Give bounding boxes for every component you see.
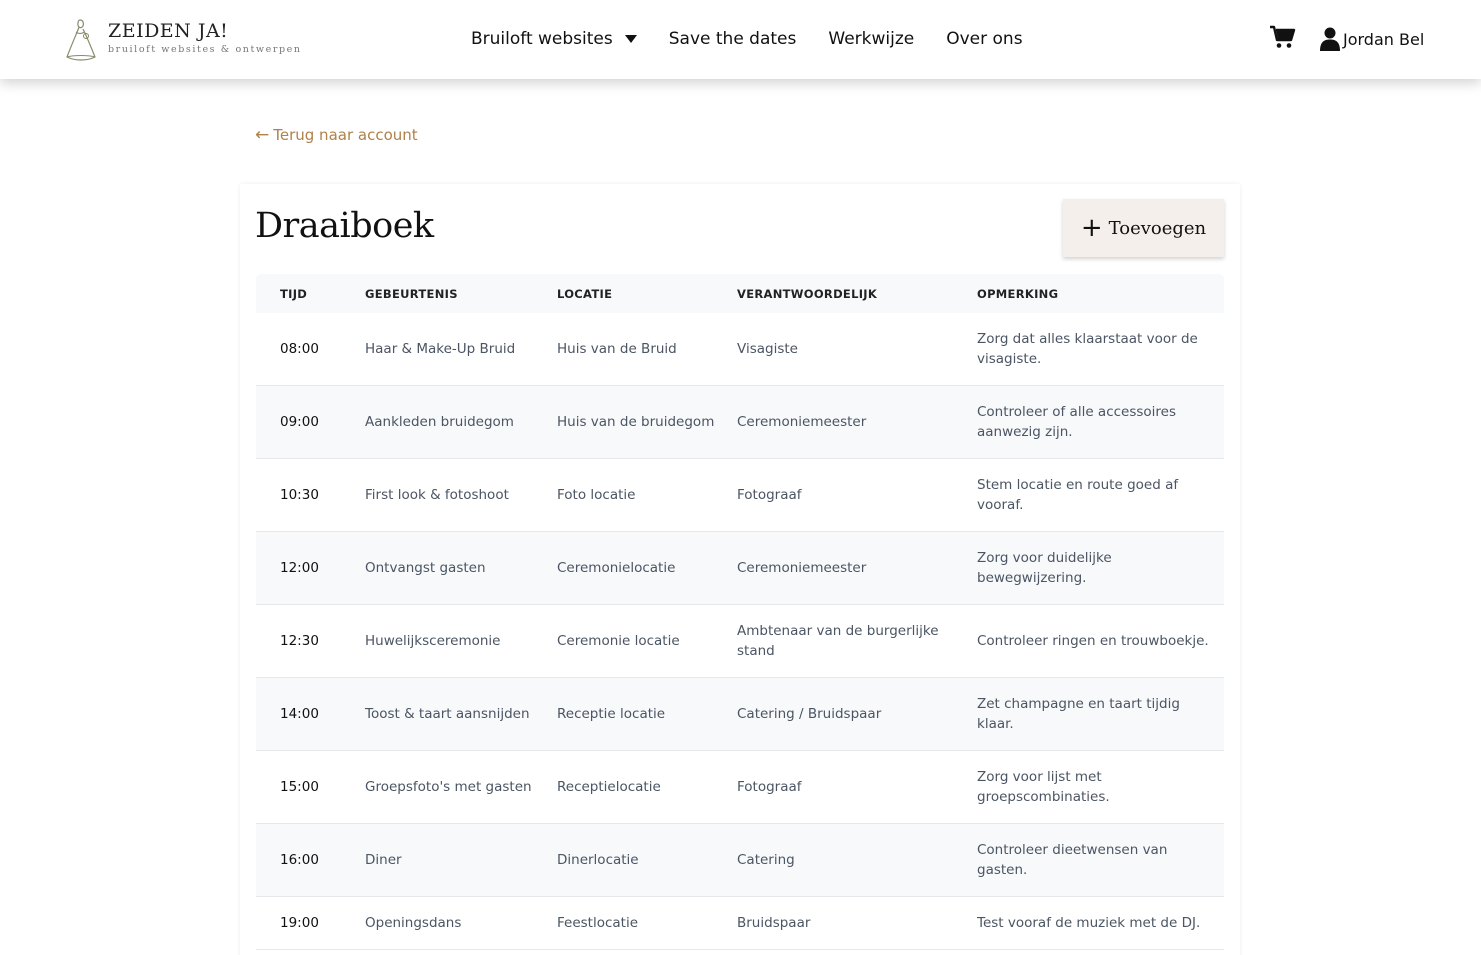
cell-event: Aankleden bruidegom [365,414,514,430]
nav-werkwijze[interactable] [828,29,914,49]
cell-remark: Zorg voor duidelijke bewegwijzering. [977,550,1112,586]
cell-remark: Stem locatie en route goed af vooraf. [977,477,1179,513]
cell-responsible: Fotograaf [737,779,802,795]
user-menu[interactable] [1320,27,1424,51]
add-button-label: Toevoegen [1108,217,1207,239]
table-header [256,274,1224,313]
cell-responsible: Ceremoniemeester [737,560,867,576]
cell-event: Diner [365,852,402,868]
nav-label: Werkwijze [828,29,915,49]
cell-event: Huwelijksceremonie [365,633,501,649]
cell-location: Ceremonie locatie [557,633,680,649]
add-button[interactable] [1063,199,1224,257]
nav-bruiloft-websites[interactable] [471,29,637,49]
site-header [0,0,1481,79]
cell-responsible: Ceremoniemeester [737,414,867,430]
cell-remark: Controleer dieetwensen van gasten. [977,842,1168,878]
user-icon [1320,27,1340,51]
cell-time: 08:00 [280,341,319,357]
page-title: Draaiboek [255,206,434,246]
cell-remark: Controleer of alle accessoires aanwezig zijn. [977,404,1177,440]
cell-remark: Controleer ringen en trouwboekje. [977,633,1209,649]
nav-over-ons[interactable] [946,29,1022,49]
cell-responsible: Catering [737,852,795,868]
cell-location: Dinerlocatie [557,852,639,868]
cell-remark: Test vooraf de muziek met de DJ. [977,915,1201,931]
table-row[interactable] [256,313,1224,386]
cell-event: Haar & Make-Up Bruid [365,341,516,357]
cell-time: 12:00 [280,560,319,576]
logo-title: ZEIDEN JA! [108,20,229,42]
cell-event: Toost & taart aansnijden [365,706,530,722]
logo[interactable] [62,16,302,62]
cell-time: 16:00 [280,852,319,868]
cell-location: Ceremonielocatie [557,560,676,576]
cell-location: Receptie locatie [557,706,666,722]
cell-time: 09:00 [280,414,319,430]
arrow-left-icon: ← [255,125,270,145]
cell-remark: Zorg voor lijst met groepscombinaties. [977,769,1110,805]
back-to-account-link[interactable] [255,125,418,145]
cell-event: Groepsfoto's met gasten [365,779,532,795]
cell-remark: Zet champagne en taart tijdig klaar. [977,696,1180,732]
cell-location: Foto locatie [557,487,636,503]
cell-time: 15:00 [280,779,319,795]
table-row[interactable] [256,532,1224,605]
cell-responsible: Catering / Bruidspaar [737,706,882,722]
cell-time: 14:00 [280,706,319,722]
bride-figure-icon [62,16,100,62]
main-nav [471,27,1055,51]
table-row[interactable] [256,678,1224,751]
user-name: Jordan Bel [1343,29,1425,49]
caret-down-icon [625,35,637,43]
plus-icon: + [1080,213,1103,243]
cell-event: First look & fotoshoot [365,487,509,503]
back-link-label: Terug naar account [273,126,418,144]
cell-event: Ontvangst gasten [365,560,486,576]
cell-responsible: Visagiste [737,341,798,357]
col-header-remark: OPMERKING [977,286,1059,301]
table-row[interactable] [256,386,1224,459]
cell-location: Feestlocatie [557,915,639,931]
cart-icon[interactable] [1270,25,1296,49]
schedule-table [256,274,1224,950]
col-header-event: GEBEURTENIS [365,286,458,301]
col-header-time: TIJD [280,286,308,301]
cell-time: 10:30 [280,487,319,503]
table-row[interactable] [256,605,1224,678]
logo-subtitle: bruiloft websites & ontwerpen [108,44,302,55]
table-row[interactable] [256,897,1224,950]
table-row[interactable] [256,751,1224,824]
nav-label: Bruiloft websites [471,29,613,49]
cell-location: Huis van de Bruid [557,341,677,357]
cell-remark: Zorg dat alles klaarstaat voor de visagiste. [977,331,1198,367]
col-header-location: LOCATIE [557,286,613,301]
col-header-responsible: VERANTWOORDELIJK [737,286,878,301]
cell-time: 19:00 [280,915,319,931]
cell-location: Receptielocatie [557,779,661,795]
cell-responsible: Bruidspaar [737,915,811,931]
cell-responsible: Ambtenaar van de burgerlijke stand [737,623,939,659]
nav-label: Save the dates [668,29,797,49]
cell-time: 12:30 [280,633,319,649]
cell-event: Openingsdans [365,915,462,931]
nav-label: Over ons [946,29,1023,49]
table-row[interactable] [256,824,1224,897]
cell-location: Huis van de bruidegom [557,414,715,430]
cell-responsible: Fotograaf [737,487,802,503]
nav-save-the-dates[interactable] [669,29,797,49]
table-row[interactable] [256,459,1224,532]
